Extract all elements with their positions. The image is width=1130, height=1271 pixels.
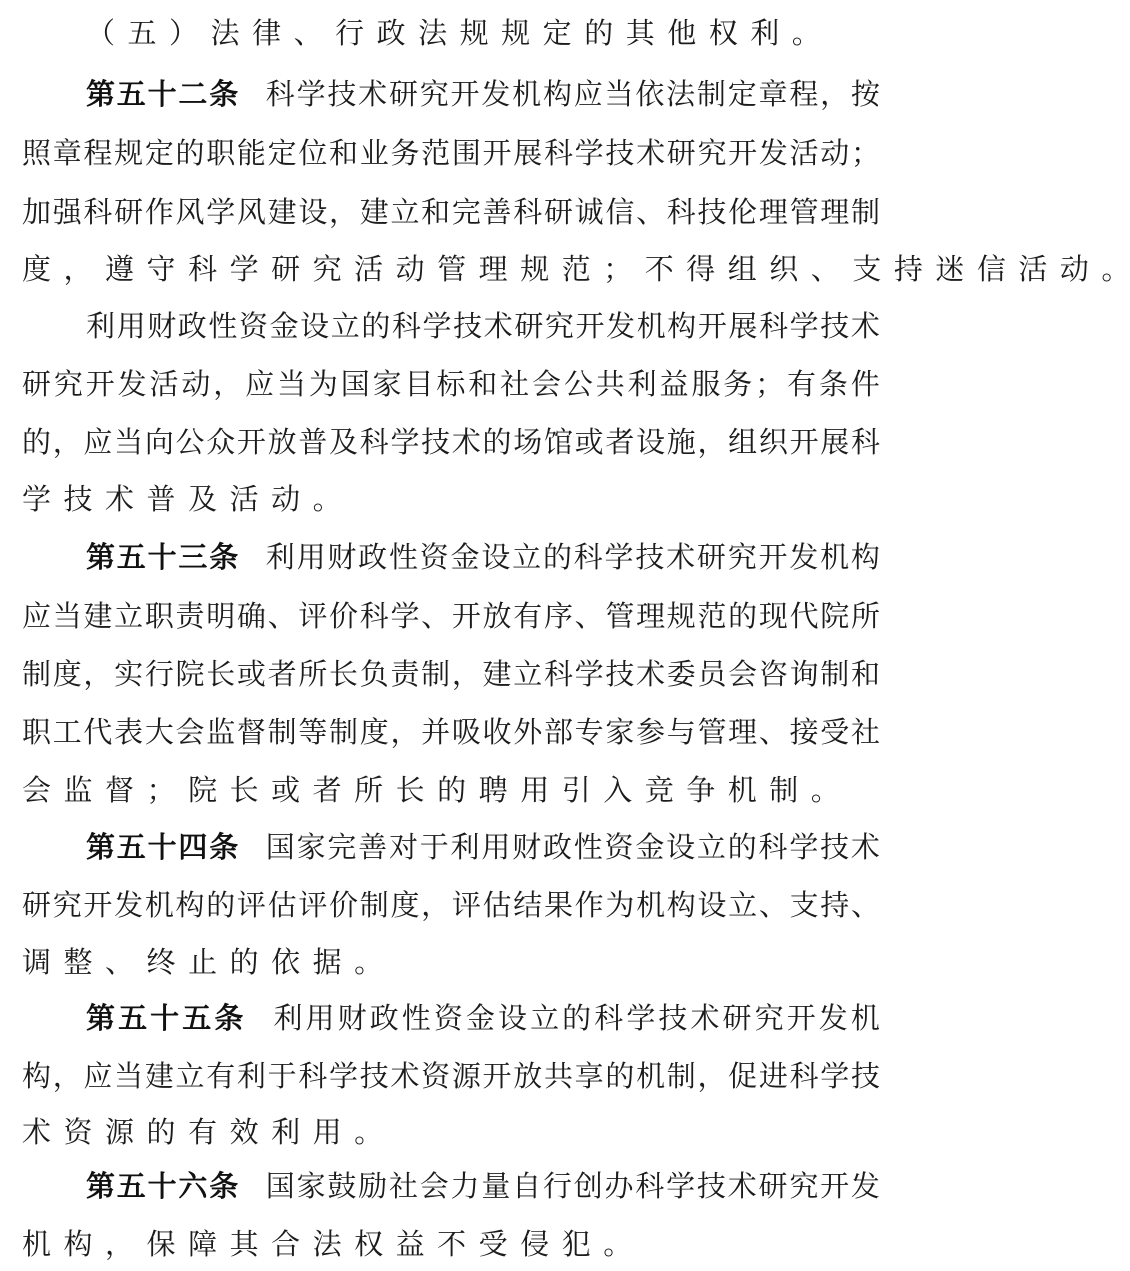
text-line: 术 资 源 的 有 效 利 用 。 (22, 1115, 384, 1149)
article-heading-line: 第 五 十 二 条 科 学 技 术 研 究 开 发 机 构 应 当 依 法 制 定 章 程 ， 按 (86, 77, 880, 111)
article-heading-line: 第 五 十 三 条 利 用 财 政 性 资 金 设 立 的 科 学 技 术 研 究 开 发 机 构 (86, 540, 880, 574)
text-line: 研 究 开 发 机 构 的 评 估 评 价 制 度 ， 评 估 结 果 作 为 机 构 设 立 、 支 持 、 (22, 888, 880, 922)
article-heading-line: 第 五 十 六 条 国 家 鼓 励 社 会 力 量 自 行 创 办 科 学 技 术 研 究 开 发 (86, 1169, 880, 1203)
text-line: 学 技 术 普 及 活 动 。 (22, 482, 342, 516)
article-heading-line: 第 五 十 五 条 利 用 财 政 性 资 金 设 立 的 科 学 技 术 研 究 开 发 机 (86, 1001, 880, 1035)
text-line: 加 强 科 研 作 风 学 风 建 设 ， 建 立 和 完 善 科 研 诚 信 、 科 技 伦 理 管 理 制 (22, 195, 880, 229)
text-line: （ 五 ） 法 律 、 行 政 法 规 规 定 的 其 他 权 利 。 (86, 16, 821, 50)
text-line: 研 究 开 发 活 动 ， 应 当 为 国 家 目 标 和 社 会 公 共 利 益 服 务 ； 有 条 件 (22, 367, 880, 401)
text-line: 会 监 督 ； 院 长 或 者 所 长 的 聘 用 引 入 竞 争 机 制 。 (22, 773, 840, 807)
article-heading-line: 第 五 十 四 条 国 家 完 善 对 于 利 用 财 政 性 资 金 设 立 的 科 学 技 术 (86, 830, 880, 864)
text-line: 照 章 程 规 定 的 职 能 定 位 和 业 务 范 围 开 展 科 学 技 术 研 究 开 发 活 动 ； (22, 136, 880, 170)
text-line: 机 构 ， 保 障 其 合 法 权 益 不 受 侵 犯 。 (22, 1227, 633, 1261)
text-line: 职 工 代 表 大 会 监 督 制 等 制 度 ， 并 吸 收 外 部 专 家 参 与 管 理 、 接 受 社 (22, 715, 880, 749)
text-line: 应 当 建 立 职 责 明 确 、 评 价 科 学 、 开 放 有 序 、 管 理 规 范 的 现 代 院 所 (22, 599, 880, 633)
text-line: 利 用 财 政 性 资 金 设 立 的 科 学 技 术 研 究 开 发 机 构 开 展 科 学 技 术 (86, 309, 880, 343)
text-line: 度 ， 遵 守 科 学 研 究 活 动 管 理 规 范 ； 不 得 组 织 、 支 持 迷 信 活 动 。 (22, 252, 1130, 286)
text-line: 的 ， 应 当 向 公 众 开 放 普 及 科 学 技 术 的 场 馆 或 者 设 施 ， 组 织 开 展 科 (22, 425, 880, 459)
text-line: 调 整 、 终 止 的 依 据 。 (22, 945, 384, 979)
text-line: 构 ， 应 当 建 立 有 利 于 科 学 技 术 资 源 开 放 共 享 的 机 制 ， 促 进 科 学 技 (22, 1059, 880, 1093)
text-line: 制 度 ， 实 行 院 长 或 者 所 长 负 责 制 ， 建 立 科 学 技 术 委 员 会 咨 询 制 和 (22, 657, 880, 691)
